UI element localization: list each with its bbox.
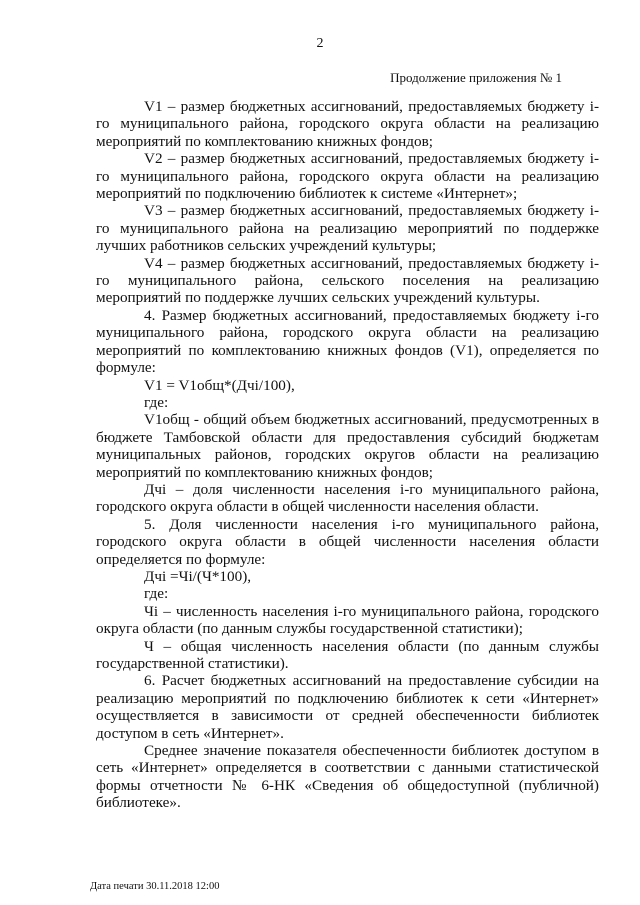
paragraph-v1-definition: V1 – размер бюджетных ассигнований, предоставляемых бюджету i-го муниципального района, городского округа области на реализацию мероприятий по комплектованию книжных фондов; bbox=[96, 98, 599, 150]
paragraph-v4-definition: V4 – размер бюджетных ассигнований, предоставляемых бюджету i-го муниципального района, сельского поселения на реализацию мероприятий по поддержке лучших сельских учреждений культуры. bbox=[96, 254, 599, 307]
where-label: где: bbox=[144, 585, 169, 603]
paragraph-v3-definition: V3 – размер бюджетных ассигнований, предоставляемых бюджету i-го муниципального района на реализацию мероприятий по поддержке лучших работников сельских учреждений культуры; bbox=[96, 202, 599, 255]
paragraph-section-4: 4. Размер бюджетных ассигнований, предоставляемых бюджету i-го муниципального района, городского округа области на реализацию мероприятий по комплектованию книжных фондов (V1), определяется по формуле: bbox=[96, 306, 599, 377]
paragraph-v1obsh-definition: V1общ - общий объем бюджетных ассигнований, предусмотренных в бюджете Тамбовской области для предоставления субсидий бюджетам муниципальных районов, городских округов области на реализацию мероприятий по комплектованию книжных фондов; bbox=[96, 411, 599, 481]
where-label: где: bbox=[144, 393, 169, 411]
paragraph-chi-definition: Чi – численность населения i-го муниципального района, городского округа области (по данным службы государственной статистики); bbox=[96, 602, 599, 638]
paragraph-section-6: 6. Расчет бюджетных ассигнований на предоставление субсидии на реализацию мероприятий по подключению библиотек к сети «Интернет» осуществляется в зависимости от средней обеспеченности библиотек доступом в сеть «Интернет». bbox=[96, 672, 599, 742]
page-number: 2 bbox=[316, 36, 324, 51]
footer-print-date: Дата печати 30.11.2018 12:00 bbox=[90, 881, 220, 892]
paragraph-average-value: Среднее значение показателя обеспеченности библиотек доступом в сеть «Интернет» определяется в соответствии с данными статистической формы отчетности № 6-НК «Сведения об общедоступной (публичной) библиотеке». bbox=[96, 742, 599, 812]
formula-v1: V1 = V1общ*(Дчi/100), bbox=[144, 376, 295, 394]
appendix-continuation-note: Продолжение приложения № 1 bbox=[390, 70, 562, 85]
paragraph-section-5: 5. Доля численности населения i-го муниципального района, городского округа области в общей численности населения области определяется по формуле: bbox=[96, 515, 599, 568]
document-body bbox=[96, 98, 599, 812]
paragraph-dchi-definition: Дчi – доля численности населения i-го муниципального района, городского округа области в общей численности населения области. bbox=[96, 480, 599, 516]
paragraph-ch-definition: Ч – общая численность населения области (по данным службы государственной статистики). bbox=[96, 637, 599, 672]
formula-dchi: Дчi =Чi/(Ч*100), bbox=[144, 567, 252, 585]
paragraph-v2-definition: V2 – размер бюджетных ассигнований, предоставляемых бюджету i-го муниципального района, городского округа области на реализацию мероприятий по подключению библиотек к системе «Интернет»; bbox=[96, 150, 599, 203]
